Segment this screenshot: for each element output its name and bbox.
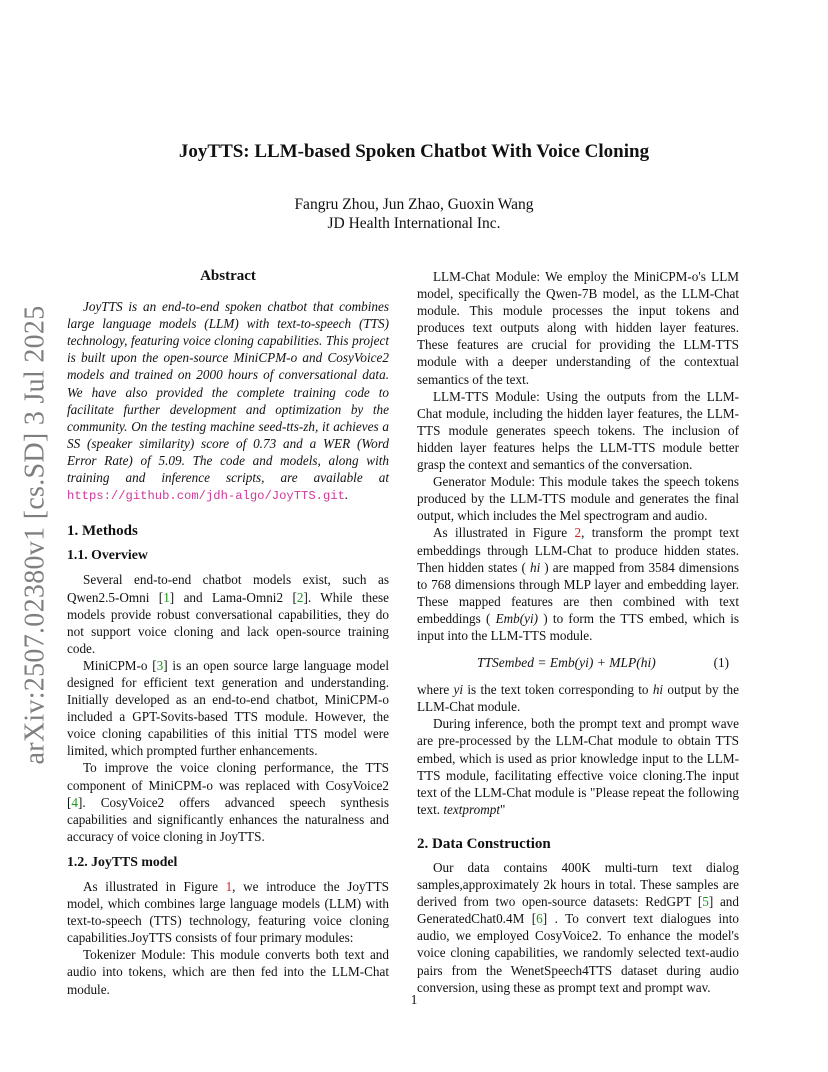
author-names: Fangru Zhou, Jun Zhao, Guoxin Wang [294,196,534,213]
equation-body: TTSembed = Emb(yi) + MLP(hi) [477,655,656,671]
text: To improve the voice cloning performance, the TTS component of MiniCPM-o was replaced with CosyVoice2 [67,760,389,793]
text: . While these models provide robust conversational capabilities, they do not support voice cloning and lack open-source training code. [67,589,389,656]
text: . CosyVoice2 offers advanced speech synthesis capabilities and significantly enhances the naturalness and accuracy of voice cloning in JoyTTS. [67,794,389,844]
text: During inference, both the prompt text and prompt wave are pre-processed by the LLM-Chat module to obtain TTS embed, which is used as prior knowledge input to the LLM-TTS module, facilitating effective voice cloning.The input text of the LLM-Chat module is "Please repeat the following text. [417,716,739,817]
paragraph [417,715,739,818]
figure-link[interactable]: 1 [225,879,233,894]
text: ) to form the TTS embed, which is input into the LLM-TTS module. [417,610,740,643]
figure-link[interactable]: 2 [574,525,582,541]
equation-number: (1) [713,655,729,671]
paragraph: To improve the voice cloning performance, the TTS component of MiniCPM-o was replaced with CosyVoice2 [4]. CosyVoice2 offers advanced speech synthesis capabilities and significantly enhances the naturalness and accuracy of voice cloning in JoyTTS. [67,760,389,844]
text: output by the LLM-Chat module. [417,682,739,715]
math-hi: hi [529,559,541,575]
text: Our data contains 400K multi-turn text dialog samples,approximately 2k hours in total. These samples are derived from two open-source datasets: RedGPT [417,860,739,910]
paragraph [417,681,739,715]
paper-title: JoyTTS: LLM-based Spoken Chatbot With Voice Cloning [178,141,650,162]
paragraph [67,878,389,946]
section-data-construction-heading: 2. Data Construction [417,835,551,852]
text: MiniCPM-o [83,657,153,673]
left-column [67,268,389,998]
paragraph: Our data contains 400K multi-turn text dialog samples,approximately 2k hours in total. These samples are derived from two open-source datasets: RedGPT [5] and GeneratedChat0.4M [6] . To convert text dialogues into audio, we employed CosyVoice2. To enhance the model's voice cloning capabilities, we randomly selected text-audio pairs from the WenetSpeech4TTS dataset during audio conversion, using these as prompt text and prompt wav. [417,860,739,995]
citation-link[interactable]: 3 [156,657,164,673]
citation-link[interactable]: 4 [71,794,78,810]
subsection-joytts-model-heading: 1.2. JoyTTS model [67,853,178,869]
text: where [417,682,454,698]
paragraph: LLM-TTS Module: Using the outputs from the LLM-Chat module, including the hidden layer features, the LLM-TTS module generates speech tokens. The inclusion of hidden layer features helps the LLM-TTS module better grasp the context and semantics of the conversation. [417,388,739,473]
citation-link[interactable]: 5 [702,894,709,910]
math-yi: yi [453,682,464,698]
text: , transform the prompt text embeddings through LLM-Chat to produce hidden states. Then hidden states ( [417,525,739,575]
paragraph [417,524,739,644]
arxiv-identifier: arXiv:2507.02380v1 [cs.SD] 3 Jul 2025 [20,305,52,765]
citation-link[interactable]: 2 [296,589,304,605]
paragraph: Tokenizer Module: This module converts both text and audio into tokens, which are then fed into the LLM-Chat module. [67,947,389,997]
citation-link[interactable]: 1 [163,589,170,605]
math-textprompt: textprompt [443,801,501,817]
author-block [0,195,828,233]
abstract-heading: Abstract [200,268,256,284]
text: " [500,801,506,817]
text: As illustrated in Figure [83,879,226,894]
paragraph: Several end-to-end chatbot models exist, such as Qwen2.5-Omni [1] and Lama-Omni2 [2]. While these models provide robust conversational capabilities, they do not support voice cloning and lack open-source training code. [67,572,389,656]
arxiv-sidebar [20,305,52,765]
math-emb: Emb(yi) [495,610,539,626]
subsection-overview-heading: 1.1. Overview [67,547,148,563]
text: As illustrated in Figure [433,525,575,541]
paragraph: MiniCPM-o [3] is an open source large language model designed for efficient text generation and understanding. Initially developed as an end-to-end chatbot, MiniCPM-o included a GPT-Sovits-based TTS module. However, the voice cloning capabilities of this initial TTS model were limited, which prompted further enhancements. [67,657,389,759]
paragraph: Generator Module: This module takes the speech tokens produced by the LLM-TTS module and generates the final output, which includes the Mel spectrogram and audio. [417,474,739,524]
text: is the text token corresponding to [463,682,653,698]
text: Several end-to-end chatbot models exist, such as Qwen2.5-Omni [67,572,389,605]
text: and GeneratedChat0.4M [417,894,739,927]
section-methods-heading: 1. Methods [67,523,138,540]
paragraph: LLM-Chat Module: We employ the MiniCPM-o's LLM model, specifically the Qwen-7B model, as the LLM-Chat module. This module processes the input tokens and produces text outputs along with hidden layer features. These features are crucial for providing the LLM-TTS module with a deeper understanding of the contextual semantics of the text. [417,269,739,387]
text: is an open source large language model designed for efficient text generation and understanding. Initially developed as an end-to-end chatbot, MiniCPM-o included a GPT-Sovits-based TTS module. However, the voice cloning capabilities of this initial TTS model were limited, which prompted further enhancements. [67,657,389,759]
text: . To convert text dialogues into audio, we employed CosyVoice2. To enhance the model's voice cloning capabilities, we randomly selected text-audio pairs from the WenetSpeech4TTS dataset during audio conversion, using these as prompt text and prompt wav. [417,911,739,995]
github-link[interactable]: https://github.com/jdh-algo/JoyTTS.git [67,489,345,504]
right-column [417,268,739,996]
equation [417,654,739,671]
citation-link[interactable]: 6 [536,911,543,927]
page-number: 1 [410,992,418,1007]
text: , we introduce the JoyTTS model, which combines large language models (LLM) with text-to-speech (TTS) technology, featuring voice cloning capabilities.JoyTTS consists of four primary modules: [67,879,389,946]
abstract-text [67,298,389,505]
affiliation: JD Health International Inc. [327,215,501,232]
abstract-end: . [344,487,349,503]
abstract-body: JoyTTS is an end-to-end spoken chatbot that combines large language models (LLM) with text-to-speech (TTS) technology, featuring voice cloning capabilities. This project is built upon the open-source MiniCPM-o and CosyVoice2 models and trained on 2000 hours of conversational data. We have also provided the complete training code to facilitate further development and optimization by the community. On the testing machine seed-tts-zh, it achieves a SS (speaker similarity) score of 0.73 and a WER (Word Error Rate) of 5.09. The code and models, along with training and inference scripts, are available at [67,299,389,486]
text: ) are mapped from 3584 dimensions to 768 dimensions through MLP layer and embedding layer. These mapped features are then combined with text embeddings ( [417,559,739,626]
text: and Lama-Omni2 [174,589,293,605]
math-hi: hi [652,682,664,698]
